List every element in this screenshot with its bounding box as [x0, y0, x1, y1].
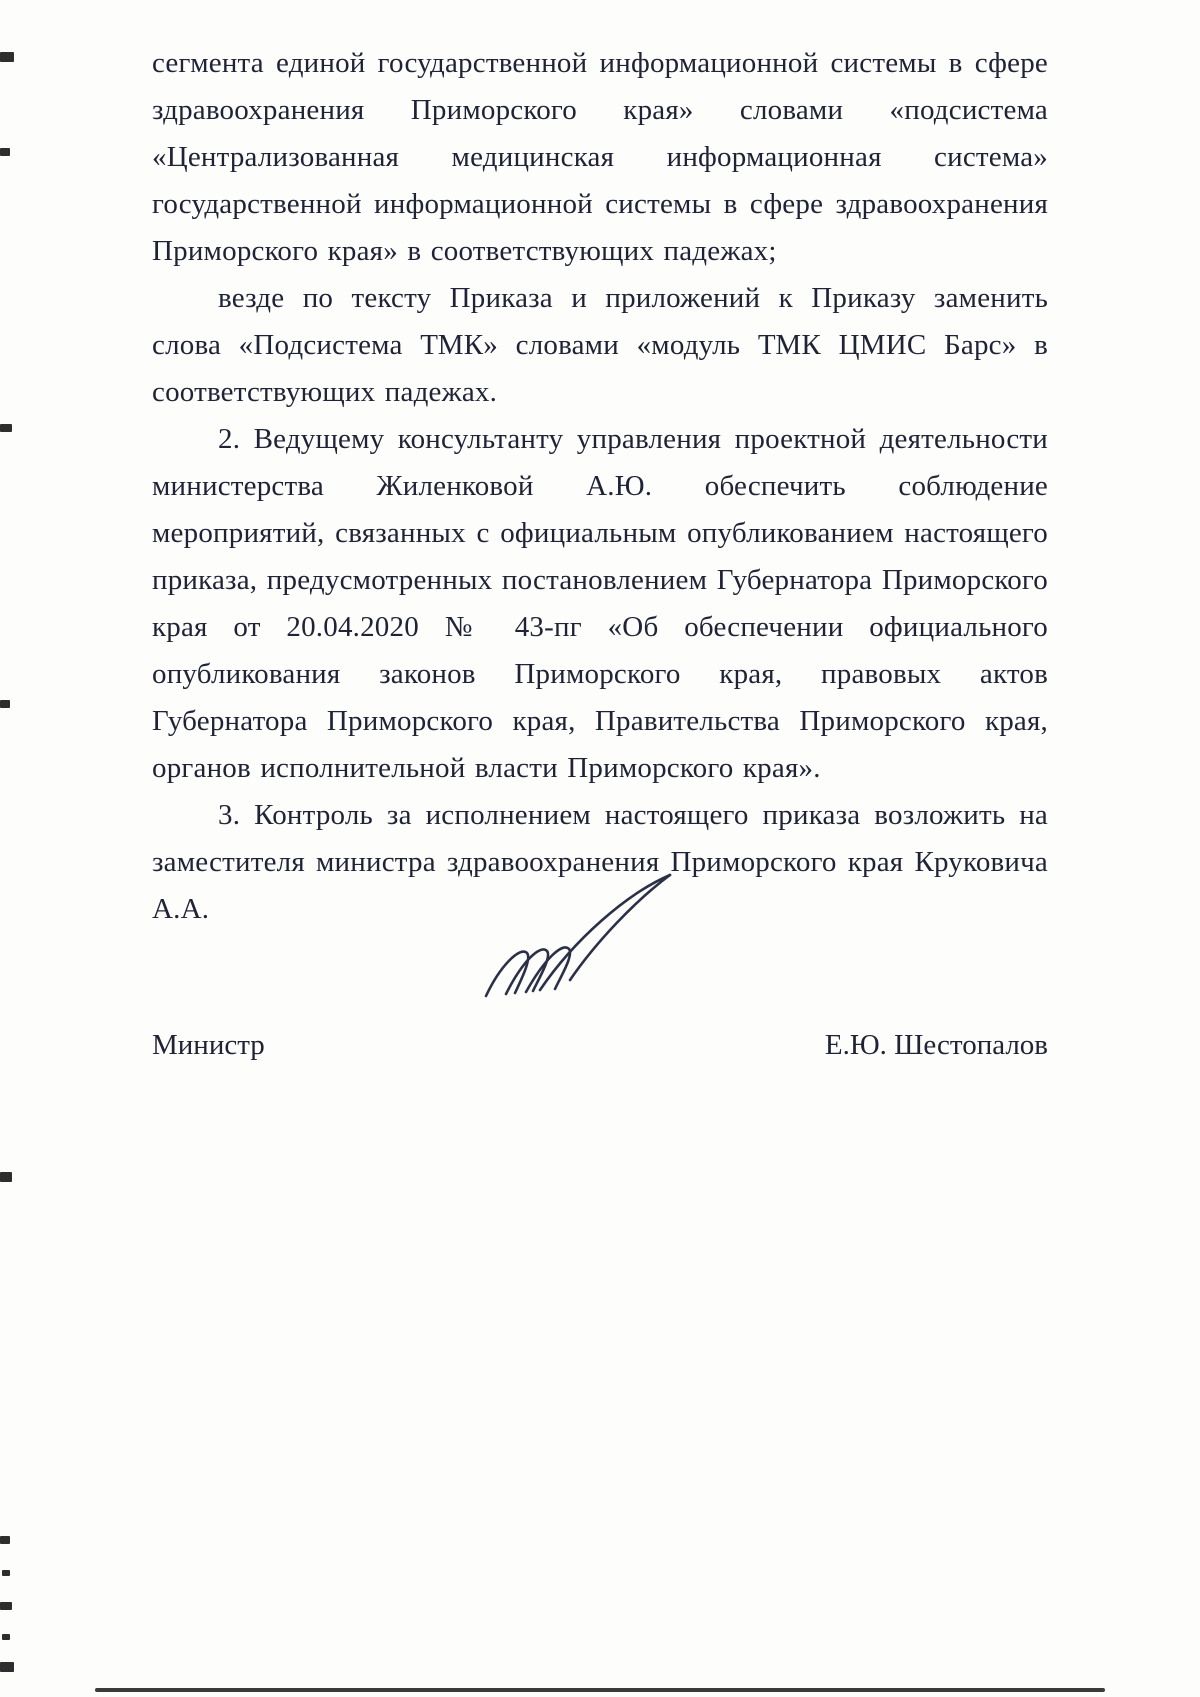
paragraph-replace-tmk: везде по тексту Приказа и приложений к Приказу заменить слова «Подсистема ТМК» словами «модуль ТМК ЦМИС Барс» в соответствующих падежах. [152, 282, 1048, 408]
paragraph-item-2: 2. Ведущему консультанту управления проектной деятельности министерства Жиленковой А.Ю. обеспечить соблюдение мероприятий, связанных с официальным опубликованием настоящего приказа, предусмотренных постановлением Губернатора Приморского края от 20.04.2020 № 43-пг «Об обеспечении официального опубликования законов Приморского края, правовых актов Губернатора Приморского края, Правительства Приморского края, органов исполнительной власти Приморского края». [152, 423, 1048, 784]
signatory-name: Е.Ю. Шестопалов [824, 1029, 1048, 1061]
signatory-role: Министр [152, 1029, 265, 1061]
scan-artifact [0, 148, 10, 156]
scan-artifact [0, 1662, 14, 1672]
paragraph-continuation: сегмента единой государственной информационной системы в сфере здравоохранения Приморского края» словами «подсистема «Централизованная медицинская информационная система» государственной информационной системы в сфере здравоохранения Приморского края» в соответствующих падежах; [152, 47, 1048, 267]
scan-artifact [0, 424, 12, 432]
scan-artifact [0, 1602, 12, 1610]
paragraph-item-3: 3. Контроль за исполнением настоящего приказа возложить на заместителя министра здравоохранения Приморского края Круковича А.А. [152, 799, 1048, 925]
scan-artifact [0, 52, 14, 62]
signature-block [152, 1025, 1048, 1065]
scan-artifact-bottom-line [95, 1688, 1105, 1692]
scan-artifact [0, 1172, 12, 1182]
scan-artifact [0, 1536, 10, 1544]
scan-artifact [0, 700, 10, 708]
scan-artifact [2, 1570, 10, 1576]
scan-artifact [2, 1634, 10, 1640]
document-body [152, 40, 1048, 1065]
